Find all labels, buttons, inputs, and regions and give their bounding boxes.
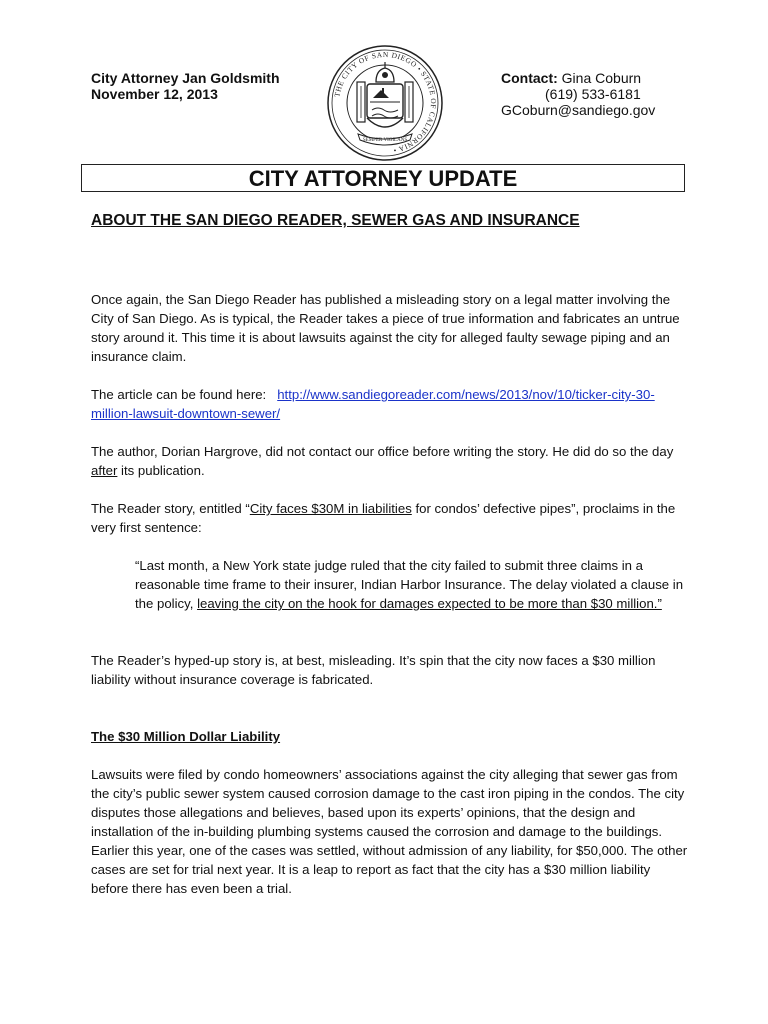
author-after-underlined: after <box>91 463 118 478</box>
contact-label: Contact: <box>501 70 558 86</box>
paragraph-article <box>91 385 691 423</box>
header-contact <box>501 70 655 118</box>
quote-text-underlined: leaving the city on the hook for damages expected to be more than $30 million.” <box>197 596 662 611</box>
contact-email: GCoburn@sandiego.gov <box>501 102 656 118</box>
article-link[interactable]: http://www.sandiegoreader.com/news/2013/nov/10/ticker-city-30-million-lawsuit-downtown-sewer/ <box>91 387 655 421</box>
seal-motto: SEMPER VIGILANS <box>362 138 408 143</box>
paragraph-hyped: The Reader’s hyped-up story is, at best, misleading. It’s spin that the city now faces a $30 million liability without insurance coverage is fabricated. <box>91 653 656 687</box>
contact-phone: (619) 533-6181 <box>545 86 641 102</box>
date-line: November 12, 2013 <box>91 86 218 102</box>
contact-row <box>501 70 655 86</box>
header-left <box>91 70 280 102</box>
paragraph-story <box>91 499 691 537</box>
paragraph-author <box>91 442 691 480</box>
story-title-underlined: City faces $30M in liabilities <box>249 501 412 516</box>
section-heading: The $30 Million Dollar Liability <box>91 729 281 744</box>
city-seal-icon <box>326 44 444 162</box>
seal-outer-text: THE CITY OF SAN DIEGO • STATE OF CALIFORNIA • <box>332 49 439 156</box>
city-seal <box>326 44 444 162</box>
paragraph-lawsuits: Lawsuits were filed by condo homeowners’ associations against the city alleging that sewer gas from the city’s public sewer system caused corrosion damage to the cast iron piping in the condos. The city disputes those allegations and believes, based upon its experts’ opinions, that the design and installation of the in-building plumbing systems caused the corrosion and damage to the buildings. Earlier this year, one of the cases was settled, without admission of any liability, for $50,000. The other cases are set for trial next year. It is a leap to report as fact that the city has a $30 million liability before there has even been a trial. <box>91 767 688 896</box>
paragraph-intro: Once again, the San Diego Reader has published a misleading story on a legal matter involving the City of San Diego. As is typical, the Reader takes a piece of true information and fabricates an untrue story around it. This time it is about lawsuits against the city for alleged faulty sewage piping and an insurance claim. <box>91 292 680 364</box>
story-text-a: The Reader story, entitled “ <box>91 501 250 516</box>
page-title: CITY ATTORNEY UPDATE <box>81 164 685 192</box>
story-text-b: for condos’ defective pipes”, proclaims in the very first sentence: <box>91 501 676 535</box>
author-line: City Attorney Jan Goldsmith <box>91 70 280 86</box>
article-prefix: The article can be found here: <box>91 387 267 402</box>
subtitle: ABOUT THE SAN DIEGO READER, SEWER GAS AND INSURANCE <box>91 212 580 229</box>
author-text-a: The author, Dorian Hargrove, did not contact our office before writing the story. He did do so the day <box>91 444 674 459</box>
quote-text-a: “Last month, a New York state judge ruled that the city failed to submit three claims in a reasonable time frame to their insurer, Indian Harbor Insurance. The delay violated a clause in the policy, <box>135 558 684 611</box>
contact-name: Gina Coburn <box>561 70 642 86</box>
quoted-passage <box>135 556 687 613</box>
author-text-b: its publication. <box>117 463 205 478</box>
